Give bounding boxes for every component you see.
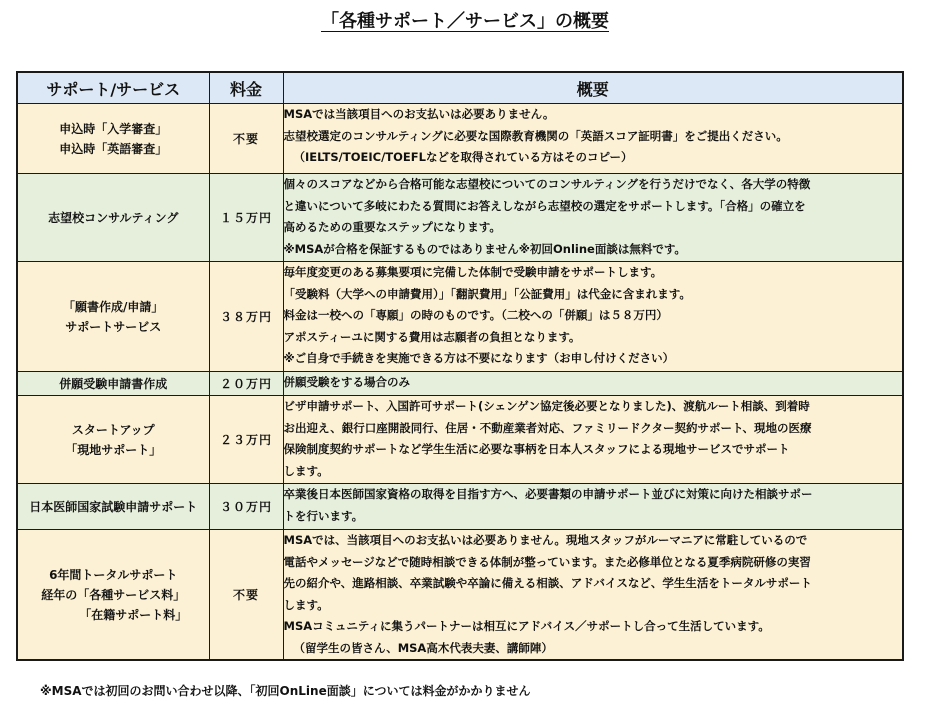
description-line: 「受験料（大学への申請費用）」「翻訳費用」「公証費用」は代金に含まれます。 bbox=[283, 286, 691, 301]
service-line: スタートアップ bbox=[71, 422, 155, 437]
description-cell bbox=[283, 396, 903, 484]
description-line: 電話やメッセージなどで随時相談できる体制が整っています。また必修単位となる夏季病院研修の実習 bbox=[283, 554, 811, 569]
service-cell bbox=[17, 104, 209, 174]
service-line: 併願受験申請書作成 bbox=[59, 376, 168, 391]
description-line: MSAコミュニティに集うパートナーは相互にアドバイス／サポートし合って生活しています。 bbox=[283, 619, 770, 633]
page-title: 「各種サポート／サービス」の概要 bbox=[321, 11, 609, 32]
service-cell bbox=[17, 372, 209, 396]
header-price: 料金 bbox=[209, 72, 283, 104]
description-cell bbox=[283, 104, 903, 174]
description-line: します。 bbox=[283, 463, 329, 478]
description-line: ※MSAが合格を保証するものではありません※初回Online面談は無料です。 bbox=[283, 241, 686, 256]
table-row bbox=[17, 262, 903, 372]
service-line: 「現地サポート」 bbox=[65, 442, 162, 457]
price-cell: ３８万円 bbox=[209, 262, 283, 372]
description-line: ※ご自身で手続きを実施できる方は不要になります（お申し付けください） bbox=[283, 351, 675, 365]
table-row bbox=[17, 484, 903, 530]
description-cell bbox=[283, 372, 903, 396]
description-cell bbox=[283, 262, 903, 372]
description-line: お出迎え、銀行口座開設同行、住居・不動産業者対応、ファミリードクター契約サポート、現地の医療 bbox=[283, 420, 812, 435]
table-row bbox=[17, 104, 903, 174]
description-line: トを行います。 bbox=[283, 508, 364, 523]
description-line: （留学生の皆さん、MSA高木代表夫妻、講師陣） bbox=[293, 640, 553, 655]
price-cell: ２３万円 bbox=[209, 396, 283, 484]
description-line: ビザ申請サポート、入国許可サポート(シェンゲン協定後必要となりました)、渡航ルート相談、到着時 bbox=[283, 399, 810, 413]
service-cell bbox=[17, 484, 209, 530]
service-line: 6年間トータルサポート bbox=[49, 567, 178, 582]
service-line: 「願書作成/申請」 bbox=[63, 299, 164, 314]
service-line: 経年の「各種サービス料」 bbox=[41, 587, 186, 602]
table-row bbox=[17, 530, 903, 661]
service-line: 「在籍サポート料」 bbox=[79, 607, 188, 622]
description-line: 先の紹介や、進路相談、卒業試験や卒論に備える相談、アドバイスなど、学生生活をトータルサポート bbox=[283, 576, 812, 590]
services-table bbox=[16, 71, 904, 661]
description-cell bbox=[283, 174, 903, 262]
price-cell: ２０万円 bbox=[209, 372, 283, 396]
description-line: 併願受験をする場合のみ bbox=[283, 375, 410, 389]
service-line: 志望校コンサルティング bbox=[48, 210, 179, 225]
table-row bbox=[17, 372, 903, 396]
description-line: MSAでは当該項目へのお支払いは必要ありません。 bbox=[283, 107, 555, 121]
table-header-row bbox=[17, 72, 903, 104]
description-line: 保険制度契約サポートなど学生生活に必要な事柄を日本人スタッフによる現地サービスでサポート bbox=[283, 442, 790, 456]
description-line: 高めるための重要なステップになります。 bbox=[283, 220, 501, 234]
header-service: サポート/サービス bbox=[17, 72, 209, 104]
service-cell bbox=[17, 396, 209, 484]
price-cell: １５万円 bbox=[209, 174, 283, 262]
description-line: 毎年度変更のある募集要項に完備した体制で受験申請をサポートします。 bbox=[283, 265, 663, 279]
table-row bbox=[17, 174, 903, 262]
price-cell: 不要 bbox=[209, 104, 283, 174]
description-line: （IELTS/TOEIC/TOEFLなどを取得されている方はそのコピー） bbox=[293, 150, 633, 164]
description-line: します。 bbox=[283, 597, 329, 612]
price-cell: ３０万円 bbox=[209, 484, 283, 530]
description-line: 卒業後日本医師国家資格の取得を目指す方へ、必要書類の申請サポート並びに対策に向けた相談サポー bbox=[283, 487, 813, 501]
header-description: 概要 bbox=[283, 72, 903, 104]
description-line: 志望校選定のコンサルティングに必要な国際教育機関の「英語スコア証明書」をご提出ください。 bbox=[283, 128, 788, 143]
service-cell bbox=[17, 530, 209, 661]
description-cell bbox=[283, 530, 903, 661]
service-cell bbox=[17, 174, 209, 262]
description-line: と違いについて多岐にわたる質問にお答えしながら志望校の選定をサポートします。「合格」の確立を bbox=[283, 198, 806, 213]
service-line: サポートサービス bbox=[65, 319, 162, 334]
service-cell bbox=[17, 262, 209, 372]
price-cell: 不要 bbox=[209, 530, 283, 661]
service-line: 日本医師国家試験申請サポート bbox=[29, 499, 198, 514]
service-line: 申込時「英語審査」 bbox=[59, 141, 168, 156]
service-line: 申込時「入学審査」 bbox=[59, 121, 168, 136]
description-line: MSAでは、当該項目へのお支払いは必要ありません。現地スタッフがルーマニアに常駐しているので bbox=[283, 533, 808, 547]
footnote: ※MSAでは初回のお問い合わせ以降、「初回OnLine面談」については料金がかかりません bbox=[40, 684, 531, 698]
table-row bbox=[17, 396, 903, 484]
description-line: アポスティーユに関する費用は志願者の負担となります。 bbox=[283, 329, 581, 344]
description-cell bbox=[283, 484, 903, 530]
description-line: 個々のスコアなどから合格可能な志望校についてのコンサルティングを行うだけでなく、各大学の特徴 bbox=[283, 177, 811, 191]
description-line: 料金は一校への「専願」の時のものです。（二校への「併願」は５８万円） bbox=[283, 308, 668, 322]
